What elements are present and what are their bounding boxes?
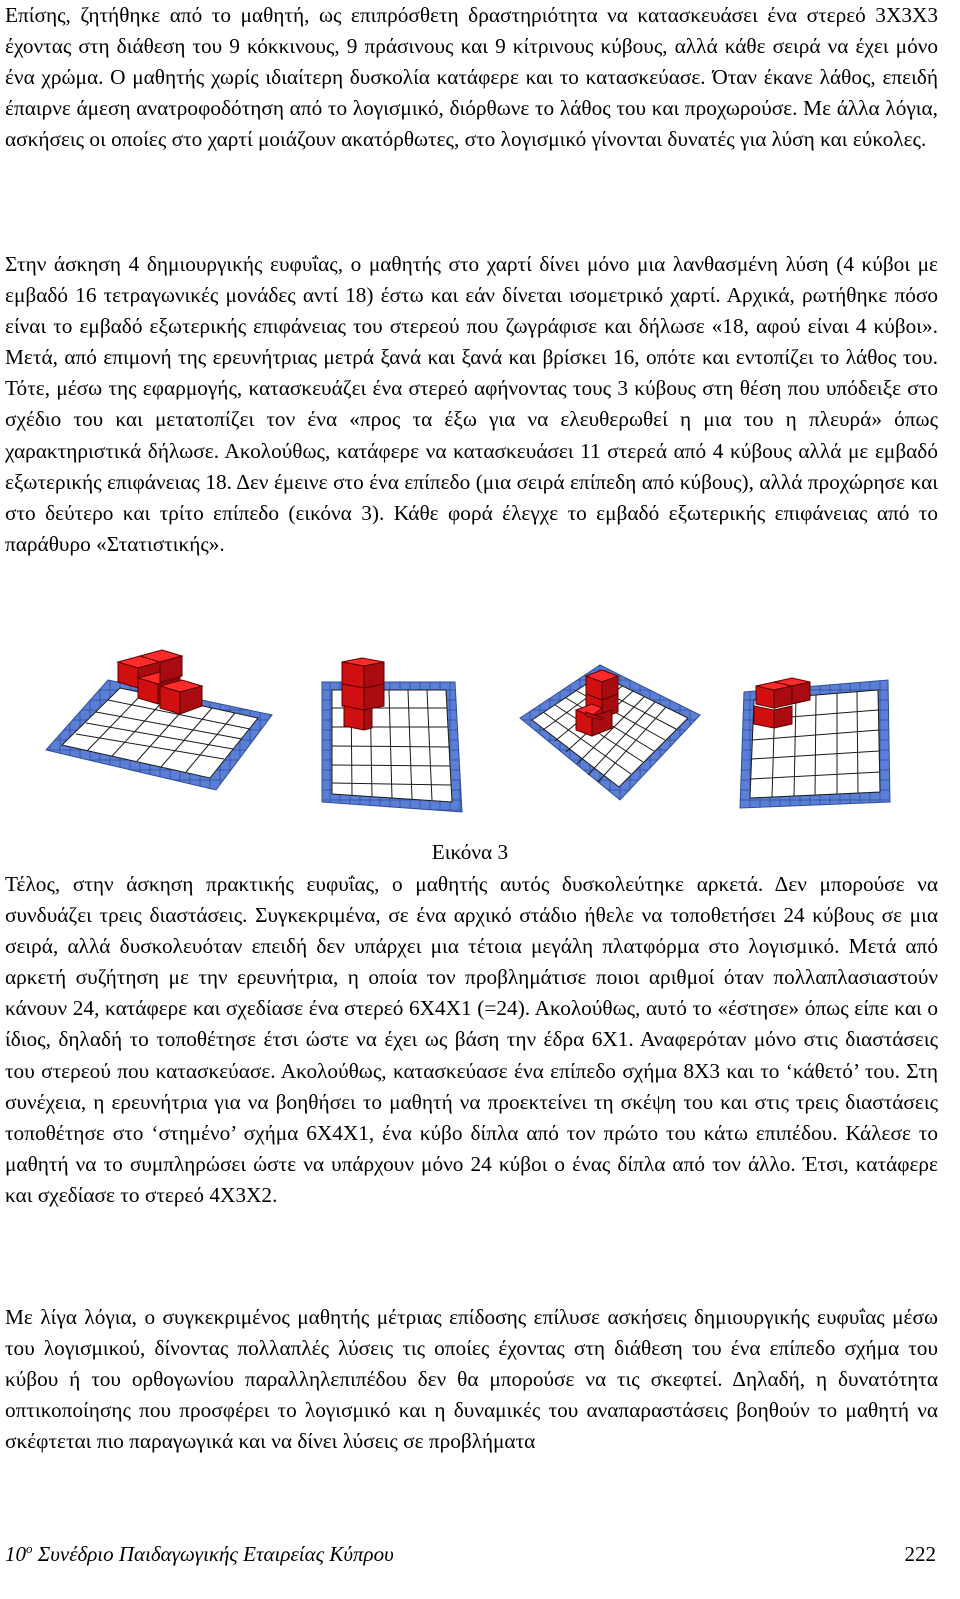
figure-caption: Εικόνα 3 [431, 840, 509, 864]
cube-model-1 [46, 650, 272, 790]
paragraph-4: Με λίγα λόγια, ο συγκεκριμένος μαθητής μέτριας επίδοσης επίλυσε ασκήσεις δημιουργικής ευφυΐας μέσω του λογισμικού, δίνοντας πολλαπλές λύσεις τις οποίες έχοντας στη διάθεση του ένα επίπεδο σχήμα του κύβου ή του ορθογωνίου παραλληλεπιπέδου δεν θα μπορούσε να τις σκεφτεί. Δηλαδή, η δυνατότητα οπτικοποίησης που προσφέρει το λογισμικό και η δυναμικές του αναπαραστάσεις βοηθούν το μαθητή να σκέφτεται πιο παραγωγικά και να δίνει λύσεις σε προβλήματα [5, 1305, 938, 1454]
figure-3-cube-solids [0, 640, 960, 830]
conference-number: 10 [5, 1542, 26, 1566]
conference-name: Συνέδριο Παιδαγωγικής Εταιρείας Κύπρου [32, 1542, 394, 1566]
cube-model-3 [520, 665, 700, 800]
conference-ordinal: ο [26, 1541, 33, 1556]
cube-model-4 [740, 678, 890, 808]
footer-conference [5, 1539, 394, 1569]
page-number: 222 [904, 1542, 936, 1566]
paragraph-1: Επίσης, ζητήθηκε από το μαθητή, ως επιπρόσθετη δραστηριότητα να κατασκευάσει ένα στερεό 3Χ3Χ3 έχοντας στη διάθεση του 9 κόκκινους, 9 πράσινους και 9 κίτρινους κύβους, αλλά κάθε σειρά να έχει μόνο ένα χρώμα. Ο μαθητής χωρίς ιδιαίτερη δυσκολία κατάφερε και το κατασκεύασε. Όταν έκανε λάθος, επειδή έπαιρνε άμεση ανατροφοδότηση από το λογισμικό, διόρθωνε το λάθος του και προχωρούσε. Με άλλα λόγια, ασκήσεις οι οποίες στο χαρτί μοιάζουν ακατόρθωτες, στο λογισμικό γίνονται δυνατές για λύση και εύκολες. [5, 3, 938, 152]
cube-model-2 [322, 658, 462, 812]
paragraph-3: Τέλος, στην άσκηση πρακτικής ευφυΐας, ο μαθητής αυτός δυσκολεύτηκε αρκετά. Δεν μπορούσε να συνδυάζει τρεις διαστάσεις. Συγκεκριμένα, σε ένα αρχικό στάδιο ήθελε να τοποθετήσει 24 κύβους σε μια σειρά, αλλά δυσκολευόταν επειδή δεν υπάρχει μια τέτοια μεγάλη πλατφόρμα στο λογισμικό. Μετά από αρκετή συζήτηση με την ερευνήτρια, η οποία τον προβλημάτισε ποιοι αριθμοί όταν πολλαπλασιαστούν κάνουν 24, κατάφερε και σχεδίασε ένα στερεό 6Χ4Χ1 (=24). Ακολούθως, αυτό το «έστησε» όπως είπε και ο ίδιος, δηλαδή το τοποθέτησε έτσι ώστε να έχει ως βάση την έδρα 6Χ1. Αναφερόταν μόνο στις διαστάσεις του στερεού που κατασκεύασε. Ακολούθως, κατασκεύασε ένα επίπεδο σχήμα 8Χ3 και το ‘κάθετό’ του. Στη συνέχεια, η ερευνήτρια για να βοηθήσει το μαθητή να προεκτείνει τη σκέψη του και στις τρεις διαστάσεις τοποθέτησε στο ‘στημένο’ σχήμα 6Χ4Χ1, ένα κύβο δίπλα από τον πρώτο του κάτω επιπέδου. Κάλεσε το μαθητή να το συμπληρώσει ώστε να υπάρχουν μόνο 24 κύβοι ο ένας δίπλα από τον άλλο. Έτσι, κατάφερε και σχεδίασε το στερεό 4Χ3Χ2. [5, 872, 938, 1207]
paragraph-2: Στην άσκηση 4 δημιουργικής ευφυΐας, ο μαθητής στο χαρτί δίνει μόνο μια λανθασμένη λύση (4 κύβοι με εμβαδό 16 τετραγωνικές μονάδες αντί 18) έστω και εάν δίνεται ισομετρικό χαρτί. Αρχικά, ρωτήθηκε πόσο είναι το εμβαδό εξωτερικής επιφάνειας του στερεού που ζωγράφισε και δήλωσε «18, αφού είναι 4 κύβοι». Μετά, από επιμονή της ερευνήτριας μετρά ξανά και ξανά και βρίσκει 16, οπότε και εντοπίζει το λάθος του. Τότε, μέσω της εφαρμογής, κατασκευάζει ένα στερεό αφήνοντας τους 3 κύβους στη θέση που υπόδειξε στο σχέδιο του και μετατοπίζει τον ένα «προς τα έξω για να ελευθερωθεί η μια του η πλευρά» όπως χαρακτηριστικά δήλωσε. Ακολούθως, κατάφερε να κατασκευάσει 11 στερεά από 4 κύβους αλλά με εμβαδό εξωτερικής επιφάνειας 18. Δεν έμεινε στο ένα επίπεδο (μια σειρά επίπεδη από κύβους), αλλά προχώρησε και στο δεύτερο και τρίτο επίπεδο (εικόνα 3). Κάθε φορά έλεγχε το εμβαδό εξωτερικής επιφάνειας από το παράθυρο «Στατιστικής». [5, 252, 938, 556]
